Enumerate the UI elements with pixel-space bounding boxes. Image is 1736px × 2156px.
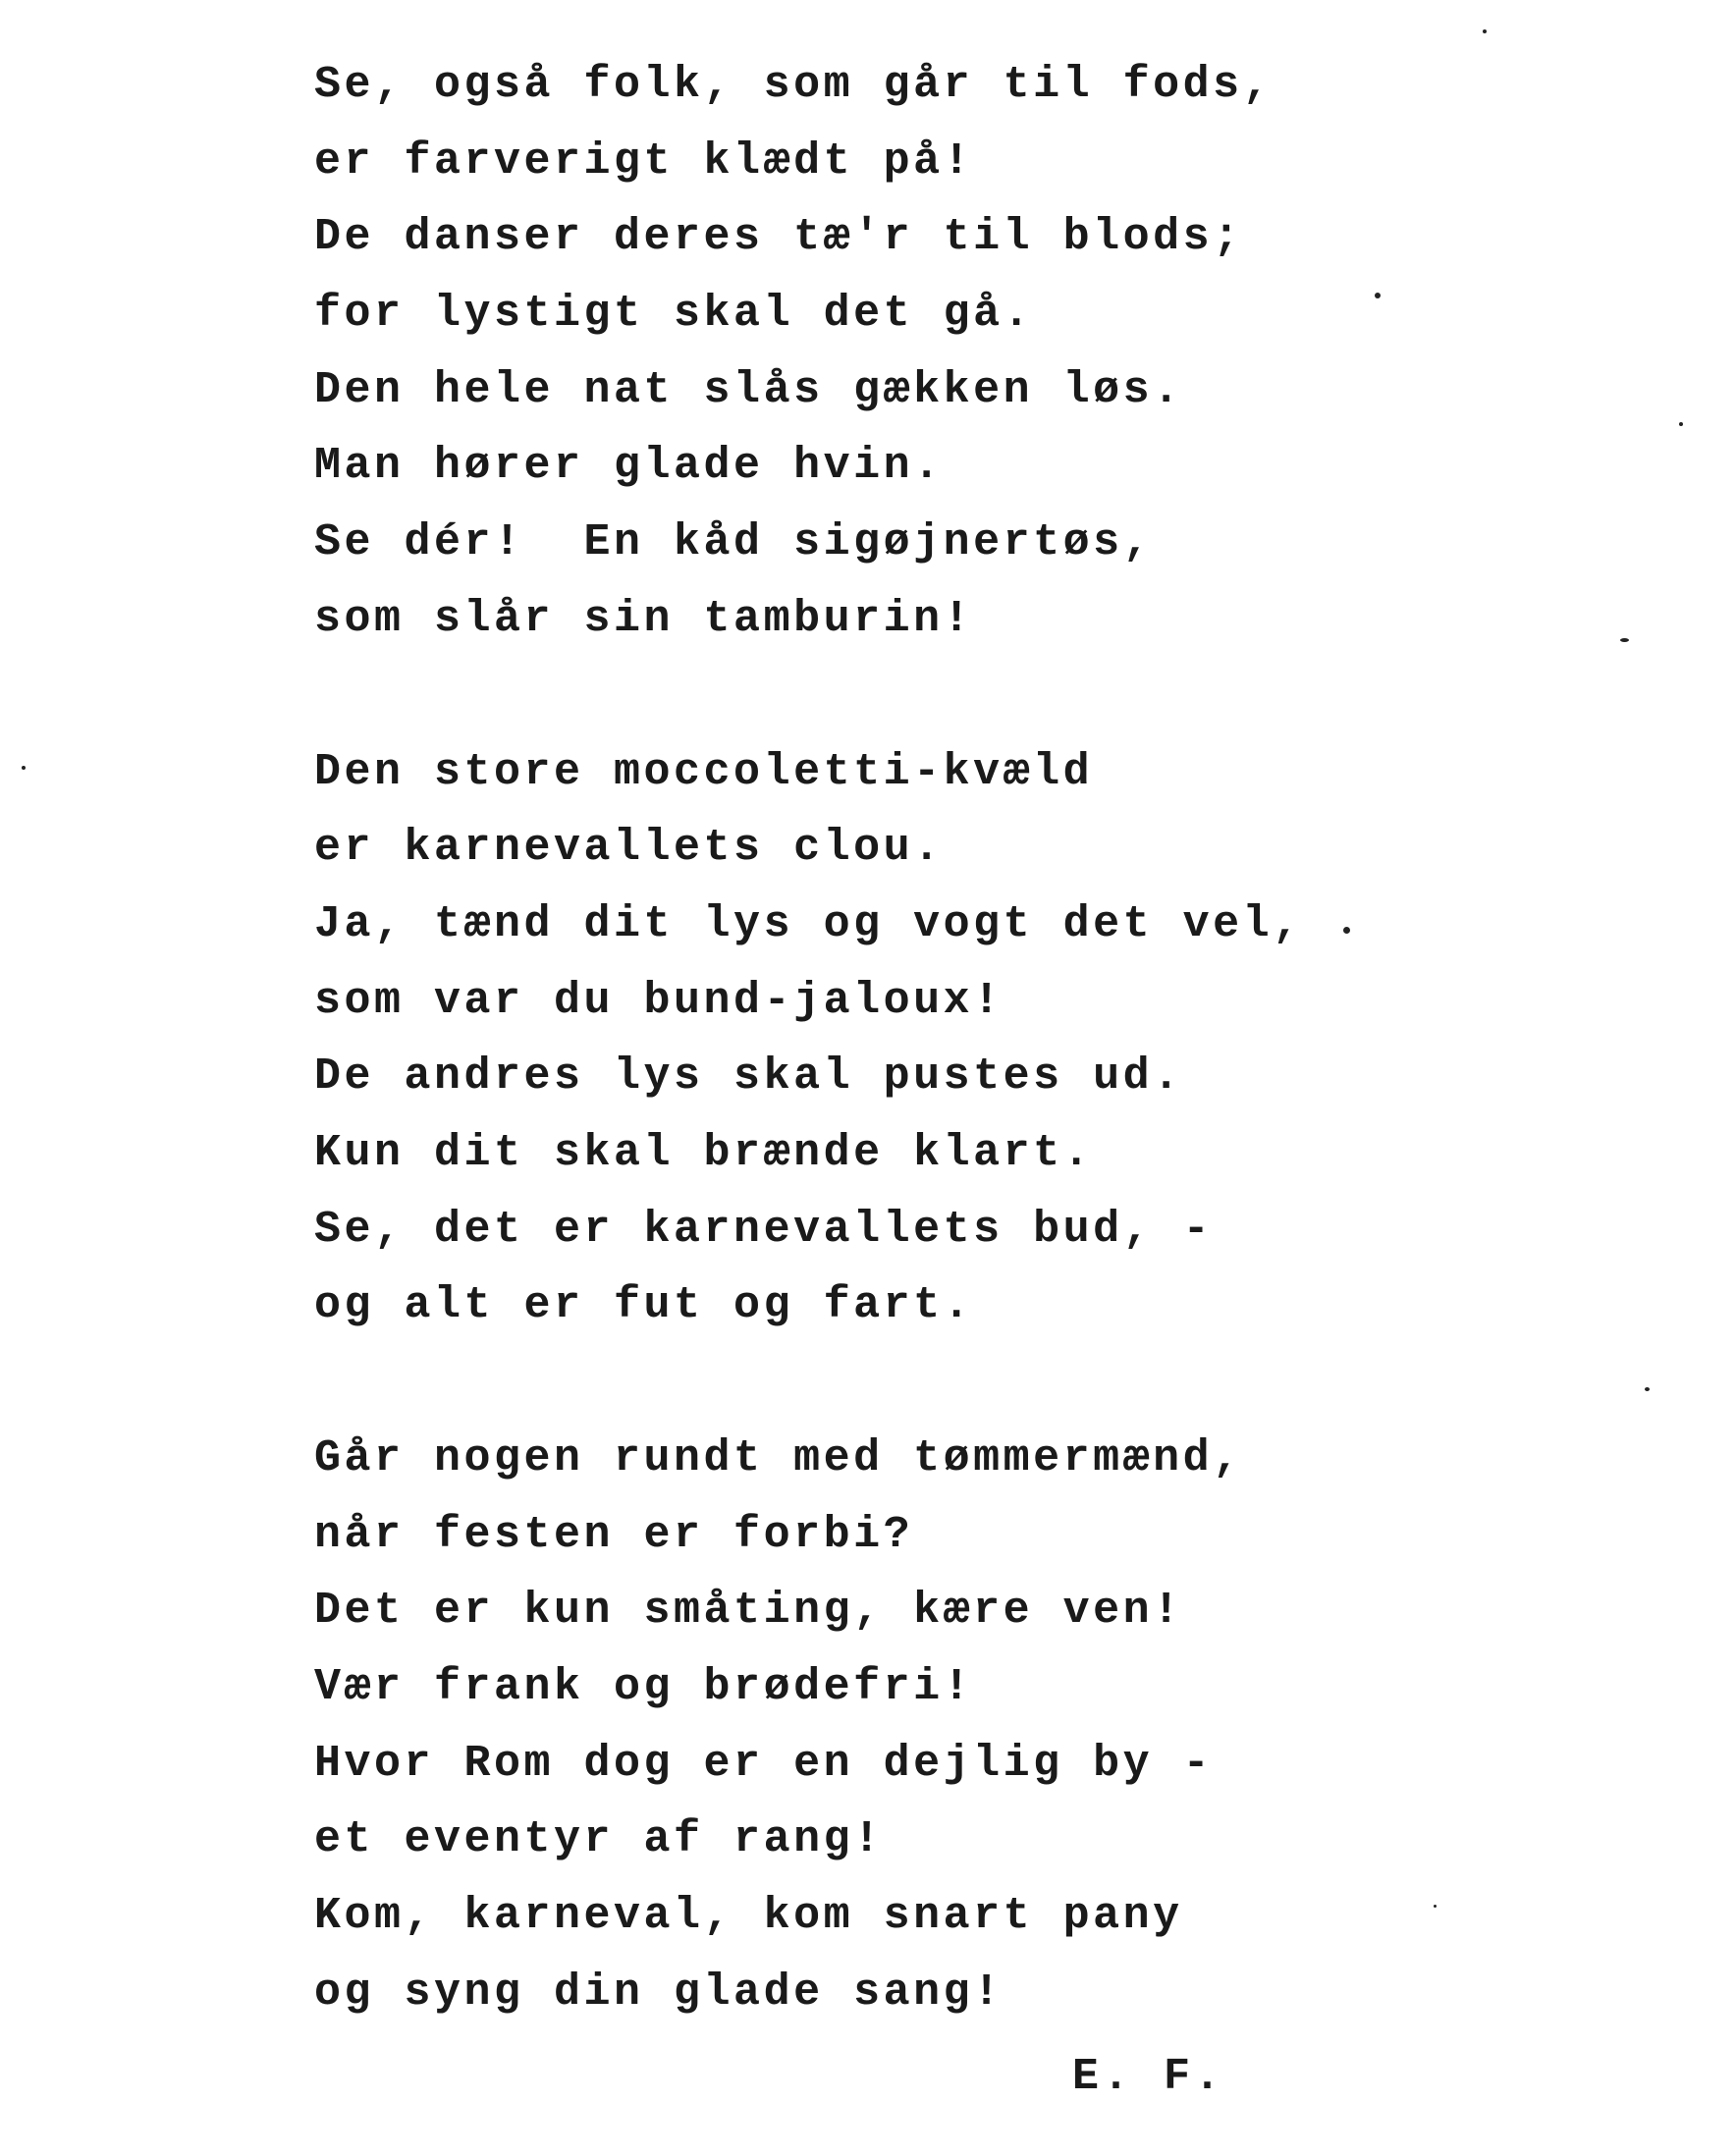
poem-line: Det er kun småting, kære ven! — [314, 1586, 1183, 1637]
poem-line: De danser deres tæ'r til blods; — [314, 212, 1243, 263]
poem-line: Se, det er karnevallets bud, - — [314, 1204, 1214, 1255]
poem-line: Vær frank og brødefri! — [314, 1662, 974, 1713]
scan-speck — [1620, 638, 1629, 642]
poem-line: Går nogen rundt med tømmermænd, — [314, 1433, 1243, 1483]
scan-speck — [1483, 29, 1487, 33]
scan-speck — [22, 766, 26, 770]
stanza-2 — [314, 734, 1394, 1345]
poem-line: er farverigt klædt på! — [314, 135, 974, 187]
scan-speck — [1434, 1905, 1437, 1908]
poem-line: når festen er forbi? — [314, 1509, 914, 1560]
poem-line: Kom, karneval, kom snart pany — [314, 1891, 1183, 1942]
poem-line: er karnevallets clou. — [314, 823, 944, 874]
poem-line: for lystigt skal det gå. — [314, 289, 1034, 340]
poem-line: som slår sin tamburin! — [314, 593, 974, 644]
poem-line: og alt er fut og fart. — [314, 1280, 974, 1331]
scan-speck — [1645, 1387, 1650, 1391]
poem-line: Den hele nat slås gækken løs. — [314, 364, 1183, 415]
stanza-break — [314, 1344, 1394, 1421]
poem-line: Ja, tænd dit lys og vogt det vel, — [314, 898, 1303, 949]
stanza-break — [314, 658, 1394, 734]
scan-speck — [1679, 422, 1683, 426]
poem-line: Den store moccoletti-kvæld — [314, 746, 1094, 797]
signature-initials: E. F. — [1072, 2052, 1225, 2102]
poem-line: Se, også folk, som går til fods, — [314, 60, 1274, 110]
poem-line: De andres lys skal pustes ud. — [314, 1051, 1183, 1103]
stanza-3 — [314, 1421, 1394, 2031]
poem-line: Hvor Rom dog er en dejlig by - — [314, 1738, 1214, 1789]
poem-line: Man hører glade hvin. — [314, 441, 944, 492]
poem — [314, 47, 1394, 2031]
poem-line: som var du bund-jaloux! — [314, 975, 1004, 1026]
poem-line: Kun dit skal brænde klart. — [314, 1127, 1094, 1178]
scan-speck — [1343, 927, 1350, 934]
poem-line: et eventyr af rang! — [314, 1814, 884, 1865]
scan-speck — [1375, 293, 1381, 298]
poem-line: Se dér! En kåd sigøjnertøs, — [314, 517, 1154, 568]
stanza-1 — [314, 47, 1394, 658]
poem-line: og syng din glade sang! — [314, 1967, 1004, 2018]
